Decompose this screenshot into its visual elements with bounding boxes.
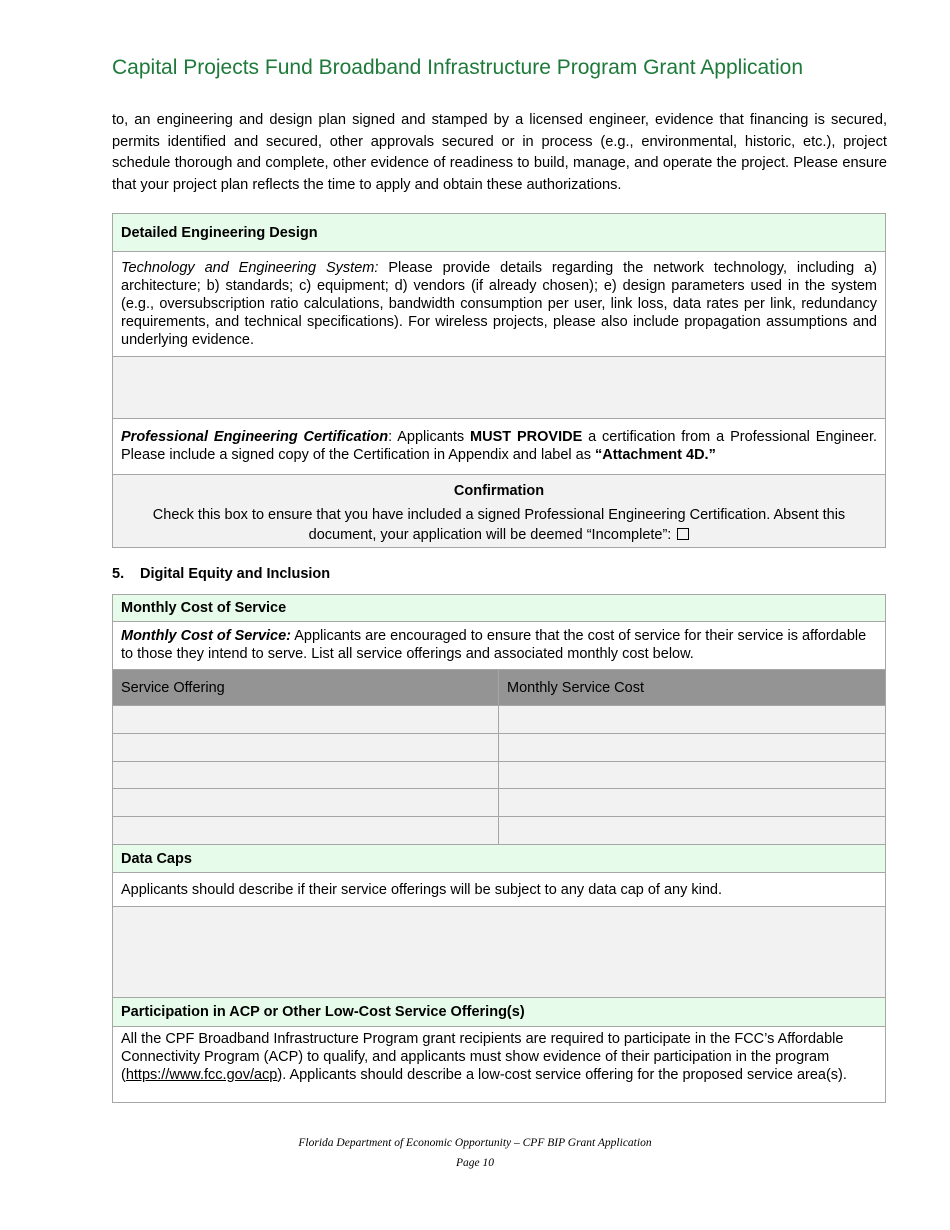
certification-label: Professional Engineering Certification	[121, 429, 389, 445]
attachment-label: “Attachment 4D.”	[594, 447, 716, 463]
must-provide-text: MUST PROVIDE	[470, 429, 583, 445]
confirmation-block	[113, 474, 885, 547]
digital-equity-table	[112, 594, 886, 1103]
technology-label: Technology and Engineering System:	[121, 260, 379, 276]
service-offering-cell[interactable]	[113, 817, 499, 844]
monthly-cost-cell[interactable]	[499, 706, 885, 733]
service-offering-cell[interactable]	[113, 789, 499, 816]
service-table-header	[113, 669, 885, 705]
service-offering-cell[interactable]	[113, 706, 499, 733]
table-row	[113, 816, 885, 844]
page-title: Capital Projects Fund Broadband Infrastructure Program Grant Application	[112, 56, 804, 79]
table-row	[113, 733, 885, 761]
monthly-service-cost-column: Monthly Service Cost	[507, 679, 644, 696]
acp-description: All the CPF Broadband Infrastructure Program grant recipients are required to participate in the FCC’s Affordable Connectivity Program (ACP) to qualify, and applicants must show evidence of their participation in the program (https://www.fcc.gov/acp). Applicants should describe a low-cost service offering for the proposed service area(s).	[113, 1026, 885, 1102]
confirmation-heading: Confirmation	[453, 483, 545, 499]
acp-link[interactable]: https://www.fcc.gov/acp	[125, 1067, 278, 1083]
service-offering-cell[interactable]	[113, 762, 499, 788]
section-5-heading: 5. Digital Equity and Inclusion	[112, 566, 331, 582]
monthly-cost-description: Monthly Cost of Service: Applicants are encouraged to ensure that the cost of service for their service is affordable to those they intend to serve. List all service offerings and associated monthly cost below.	[113, 621, 885, 669]
technology-response-field[interactable]	[113, 356, 885, 418]
data-caps-heading: Data Caps	[113, 844, 885, 872]
table-row	[113, 788, 885, 816]
engineering-design-heading: Detailed Engineering Design	[113, 214, 885, 251]
table-row	[113, 761, 885, 788]
monthly-cost-cell[interactable]	[499, 762, 885, 788]
confirmation-text: Check this box to ensure that you have included a signed Professional Engineering Certification. Absent this document, your application will be deemed “Incomplete”:	[152, 507, 846, 543]
monthly-cost-heading: Monthly Cost of Service	[113, 595, 885, 621]
acp-heading: Participation in ACP or Other Low-Cost Service Offering(s)	[113, 997, 885, 1026]
monthly-cost-label: Monthly Cost of Service:	[121, 628, 291, 644]
service-offering-cell[interactable]	[113, 734, 499, 761]
engineering-design-table	[112, 213, 886, 548]
table-row	[113, 705, 885, 733]
monthly-cost-cell[interactable]	[499, 734, 885, 761]
service-offering-column: Service Offering	[113, 670, 499, 705]
monthly-cost-cell[interactable]	[499, 789, 885, 816]
data-caps-description: Applicants should describe if their service offerings will be subject to any data cap of any kind.	[113, 872, 885, 906]
monthly-cost-cell[interactable]	[499, 817, 885, 844]
confirmation-checkbox[interactable]	[677, 528, 689, 540]
data-caps-response-field[interactable]	[113, 906, 885, 997]
footer-text: Florida Department of Economic Opportunity – CPF BIP Grant Application	[298, 1137, 652, 1149]
technology-text: Please provide details regarding the network technology, including a) architecture; b) standards; c) equipment; d) vendors (if already chosen); e) design parameters used in the system (e.g., oversubscription ratio calculations, bandwidth consumption per user, link loss, data rates per link, redundancy requirements, and technical specifications). For wireless projects, please also include propagation assumptions and underlying evidence.	[121, 260, 877, 348]
intro-paragraph: to, an engineering and design plan signed and stamped by a licensed engineer, evidence that financing is secured, permits identified and secured, other approvals secured or in process (e.g., environmental, historic, etc.), project schedule thorough and complete, other evidence of readiness to build, manage, and operate the project. Please ensure that your project plan reflects the time to apply and obtain these authorizations.	[112, 112, 887, 193]
certification-description: Professional Engineering Certification: Applicants MUST PROVIDE a certification from a Professional Engineer. Please include a signed copy of the Certification in Appendix and label as “Attachment 4D.”	[113, 418, 885, 474]
page-number: Page 10	[455, 1157, 494, 1169]
technology-description	[113, 251, 885, 356]
